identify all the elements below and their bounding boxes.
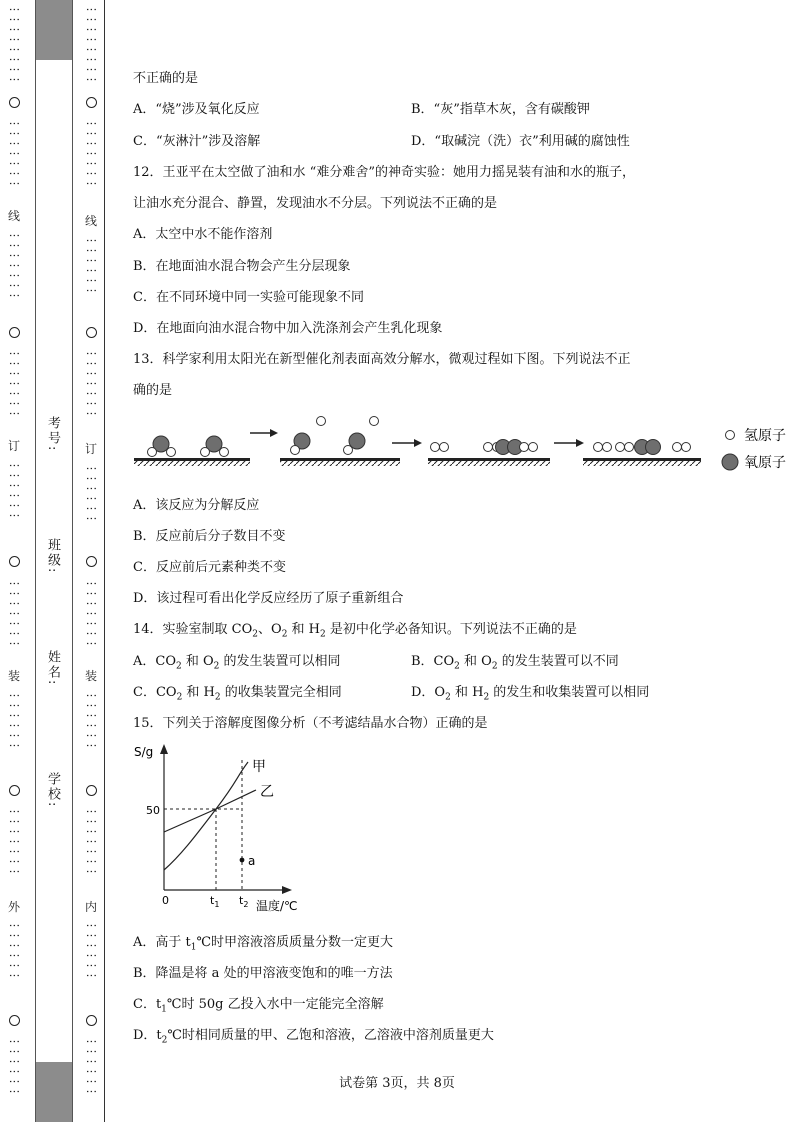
q13-option-a: A．该反应为分解反应	[133, 498, 260, 513]
arrow-2	[392, 439, 422, 447]
surface-3	[428, 458, 550, 466]
q12-option-b: B．在地面油水混合物会产生分层现象	[133, 259, 351, 274]
series-jia-curve	[164, 762, 248, 870]
q13-option-b: B．反应前后分子数目不变	[133, 529, 286, 544]
surface-4	[583, 458, 701, 466]
arrow-1	[250, 429, 278, 437]
x-axis-arrow	[282, 886, 292, 894]
q15-stem: 15．下列关于溶解度图像分析（不考滤结晶水合物）正确的是	[133, 716, 488, 731]
q15-option-a: A．高于 $t_1℃$时甲溶液溶质质量分数一定更大	[133, 935, 394, 953]
y-axis-arrow	[160, 744, 168, 754]
class-label: 班级:	[45, 538, 60, 575]
oxygen-molecule	[635, 440, 661, 455]
binding-mark: 线	[7, 209, 20, 223]
circle-mark	[86, 1015, 97, 1026]
q11-option-d: D．“取碱浣（洗）衣”利用碱的腐蚀性	[411, 134, 630, 149]
hydrogen-molecule	[594, 443, 612, 452]
q15-option-c: C．$t_1℃$时 50g 乙投入水中一定能完全溶解	[133, 997, 384, 1015]
water-decomposition-diagram	[128, 410, 794, 476]
legend	[722, 428, 786, 471]
student-info-strip	[35, 0, 73, 1122]
q15-option-d: D．$t_2℃$时相同质量的甲、乙饱和溶液，乙溶液中溶剂质量更大	[133, 1028, 494, 1046]
surface-2	[280, 458, 400, 466]
binding-mark: 装	[7, 669, 20, 683]
oxygen-legend-icon	[722, 454, 738, 470]
circle-mark	[9, 1015, 20, 1026]
oxygen-molecule	[496, 440, 523, 455]
circle-mark	[9, 556, 20, 567]
y-axis-label: S/g	[134, 745, 154, 759]
hydrogen-molecule	[616, 443, 634, 452]
circle-mark	[86, 97, 97, 108]
binding-mark: 装	[84, 669, 97, 683]
strip-shade-top	[36, 0, 72, 60]
water-molecule	[201, 436, 229, 457]
q14-option-a: A．$CO_2$ 和 $O_2$ 的发生装置可以相同	[133, 654, 341, 672]
q11-option-a: A．“烧”涉及氧化反应	[133, 102, 260, 117]
inner-binding-line: ⋮⋮⋮⋮⋮⋮⋮⋮ ⋮⋮⋮⋮⋮⋮⋮ 线 ⋮⋮⋮⋮⋮⋮ ⋮⋮⋮⋮⋮⋮⋮ 订 ⋮⋮⋮⋮⋮⋮ ⋮⋮⋮⋮⋮⋮⋮ 装 ⋮⋮⋮⋮⋮⋮ ⋮⋮⋮⋮⋮⋮⋮ 内 ⋮⋮⋮⋮⋮⋮ ⋮⋮⋮⋮⋮⋮	[84, 4, 98, 1096]
q13-option-d: D．该过程可看出化学反应经历了原子重新组合	[133, 591, 404, 606]
q15-option-b: B．降温是将 a 处的甲溶液变饱和的唯一方法	[133, 966, 393, 981]
q12-option-a: A．太空中水不能作溶剂	[133, 227, 273, 242]
margin-rule	[104, 0, 105, 1122]
series-yi-label: 乙	[260, 784, 274, 800]
q13-stem-line1: 13．科学家利用太阳光在新型催化剂表面高效分解水，微观过程如下图。下列说法不正	[133, 352, 631, 367]
hydrogen-molecule	[431, 443, 449, 452]
t1-tick-label: $t_1$	[210, 894, 220, 909]
q14-option-b: B．$CO_2$ 和 $O_2$ 的发生装置可以不同	[411, 654, 619, 672]
circle-mark	[86, 327, 97, 338]
school-label: 学校:	[45, 772, 60, 809]
q14-stem: 14．实验室制取 $CO_2$、$O_2$ 和 $H_2$ 是初中化学必备知识。下列说法不正确的是	[133, 622, 577, 640]
circle-mark	[9, 327, 20, 338]
strip-shade-bottom	[36, 1062, 72, 1122]
outer-binding-line: ⋮⋮⋮⋮⋮⋮⋮⋮ ⋮⋮⋮⋮⋮⋮⋮ 线 ⋮⋮⋮⋮⋮⋮⋮ ⋮⋮⋮⋮⋮⋮⋮ 订 ⋮⋮⋮⋮⋮⋮ ⋮⋮⋮⋮⋮⋮⋮ 装 ⋮⋮⋮⋮⋮⋮ ⋮⋮⋮⋮⋮⋮⋮ 外 ⋮⋮⋮⋮⋮⋮ ⋮⋮⋮⋮⋮⋮	[7, 4, 21, 1096]
hydrogen-legend-icon	[726, 431, 735, 440]
t2-tick-label: $t_2$	[239, 894, 249, 909]
q11-stem-tail: 不正确的是	[133, 71, 199, 86]
q11-option-c: C．“灰淋汁”涉及溶解	[133, 134, 261, 149]
series-jia-label: 甲	[252, 759, 266, 775]
dissociating-molecule	[344, 417, 379, 455]
circle-mark	[9, 97, 20, 108]
dissociating-molecule	[291, 417, 326, 455]
q11-option-b: B．“灰”指草木灰，含有碳酸钾	[411, 102, 590, 117]
water-molecule	[148, 436, 176, 457]
q13-stem-line2: 确的是	[133, 383, 173, 398]
q12-option-c: C．在不同环境中同一实验可能现象不同	[133, 290, 364, 305]
name-label: 姓名:	[45, 650, 60, 687]
exam-number-label: 考号:	[45, 416, 60, 453]
solubility-curve-chart	[128, 738, 318, 918]
circle-mark	[86, 785, 97, 796]
hydrogen-legend-label: 氢原子	[744, 428, 786, 444]
circle-mark	[86, 556, 97, 567]
x-axis-label: 温度/℃	[256, 899, 298, 913]
oxygen-legend-label: 氧原子	[744, 455, 786, 471]
surface-1	[134, 458, 250, 466]
origin-label: 0	[162, 894, 169, 907]
q12-option-d: D．在地面向油水混合物中加入洗涤剂会产生乳化现象	[133, 321, 443, 336]
binding-mark: 内	[84, 900, 97, 914]
q13-option-c: C．反应前后元素种类不变	[133, 560, 286, 575]
hydrogen-molecule	[520, 443, 538, 452]
binding-mark: 订	[7, 439, 20, 453]
hydrogen-molecule	[673, 443, 691, 452]
q12-stem-line1: 12．王亚平在太空做了油和水 “难分难舍”的神奇实验：她用力摇晃装有油和水的瓶子，	[133, 165, 635, 180]
point-a-label: a	[248, 854, 256, 868]
q14-option-d: D．$O_2$ 和 $H_2$ 的发生和收集装置可以相同	[411, 685, 650, 703]
q12-stem-line2: 让油水充分混合、静置，发现油水不分层。下列说法不正确的是	[133, 196, 498, 211]
arrow-3	[554, 439, 584, 447]
binding-mark: 订	[84, 442, 97, 456]
y-tick-label: 50	[146, 804, 160, 817]
q14-option-c: C．$CO_2$ 和 $H_2$ 的收集装置完全相同	[133, 685, 342, 703]
binding-mark: 外	[7, 900, 20, 914]
circle-mark	[9, 785, 20, 796]
binding-mark: 线	[84, 214, 97, 228]
point-a	[240, 858, 245, 863]
page-footer: 试卷第 3页，共 8页	[339, 1076, 455, 1091]
